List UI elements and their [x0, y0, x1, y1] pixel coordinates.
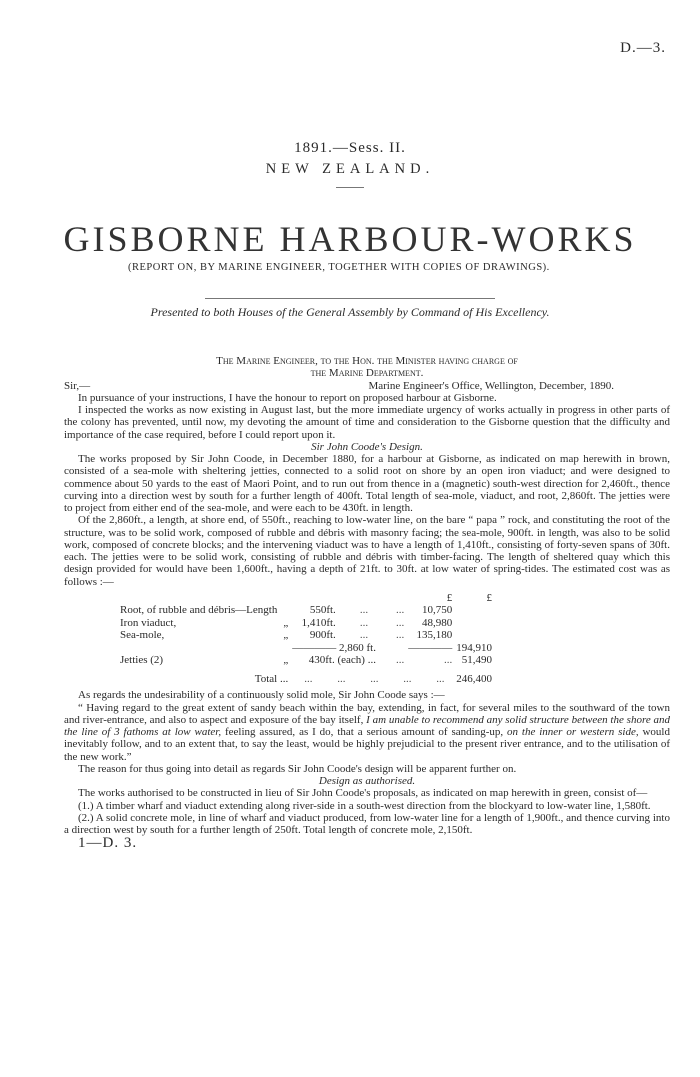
cost-total: 194,910: [456, 641, 492, 654]
ditto-mark: [281, 604, 290, 617]
ditto-mark: „: [283, 629, 289, 642]
leader-dots: ...: [443, 654, 453, 667]
table-row: [118, 617, 494, 630]
ditto-mark: „: [283, 654, 289, 667]
cost-length: 430ft. (each) ...: [308, 654, 376, 667]
page-subtitle: (REPORT ON, BY MARINE ENGINEER, TOGETHER WITH COPIES OF DRAWINGS).: [128, 262, 550, 273]
leader-dots: ...: [359, 629, 369, 642]
leader-dots: ...: [395, 616, 405, 629]
page-title: GISBORNE HARBOUR-WORKS: [63, 219, 637, 259]
paragraph: (2.) A solid concrete mole, in line of wharf and viaduct produced, from low-water line for a length of 1,900ft., and thence curving into a direction west by south for a further length of 250ft. Total length of concrete mole, 2,150ft.: [64, 811, 670, 836]
letter-body: [64, 355, 670, 850]
cost-total: 51,490: [461, 654, 492, 667]
total-label: Total ...: [254, 672, 289, 685]
section-heading: Sir John Coode's Design.: [311, 440, 423, 453]
cost-amount: 10,750: [421, 604, 453, 617]
paragraph: The works authorised to be constructed in lieu of Sir John Coode's proposals, as indicated on map herewith in green, consist of—: [78, 787, 648, 800]
cost-total: [454, 617, 494, 630]
cost-item: Jetties (2): [120, 654, 164, 667]
paragraph: In pursuance of your instructions, I have the honour to report on proposed harbour at Gisborne.: [78, 391, 497, 404]
cost-table: [118, 592, 494, 686]
address-line: The Marine Engineer, to the Hon. the Minister having charge of: [216, 355, 518, 367]
cost-length: ———— 2,860 ft.: [292, 641, 376, 654]
salutation: Sir,—: [64, 379, 91, 392]
cost-item: Sea-mole,: [120, 629, 165, 642]
cost-amount: 135,180: [416, 629, 453, 642]
ditto-mark: [281, 642, 290, 655]
leader-dots: [378, 642, 406, 655]
cost-length: 900ft.: [309, 629, 336, 642]
leader-dots: ...: [395, 654, 405, 667]
paragraph: The works proposed by Sir John Coode, in December 1880, for a harbour at Gisborne, as indicated on map herewith in brown, consisted of a sea-mole with sheltering jetties, connected to a solid root on shore by an open iron viaduct; and were designed to commence about 50 yards to the east of Maori Point, and to run out from thence in a (magnetic) south-west direction for 2,460ft., thence curving into a direction west by south for a further length of 400ft. Total length of sea-mole, viaduct, and root, 2,860ft. The jetties were to project from either end of the sea-mole, and were each to be 430ft. in length.: [64, 453, 670, 514]
leader-dots: ...: [359, 616, 369, 629]
session-line: 1891.—Sess. II.: [294, 140, 406, 156]
cost-total: [454, 604, 494, 617]
table-row: [118, 654, 494, 667]
leader-dots: ... ... ... ... ...: [304, 672, 445, 685]
quote-emphasis: I am unable to recommend any solid structure between the shore and the line of 3 fathoms at low water,: [64, 713, 670, 738]
cost-item: Iron viaduct,: [120, 616, 177, 629]
cost-length: 1,410ft.: [301, 616, 336, 629]
table-row: [118, 604, 494, 617]
paragraph: (1.) A timber wharf and viaduct extending along river-side in a south-west direction from the blockyard to low-water line, 1,580ft.: [78, 799, 651, 812]
paragraph: Of the 2,860ft., a length, at shore end, of 550ft., reaching to low-water line, on the bare “ papa ” rock, and constituting the root of the structure, was to be solid work, composed of rubble and débris with masonry facing; the sea-mole, 900ft. in length, was also to be solid work, composed of concrete blocks; and the intervening viaduct was to have a length of 1,410ft., consisting of forty-seven spans of 30ft. each. The jetties were to be solid work, consisting of rubble and débris with timber-facing. The length of sheltered quay which this design provided for would have been 1,600ft., having a depth of 21ft. to 30ft. at low water of spring-tides. The estimated cost was as follows :—: [64, 514, 670, 588]
section-heading: Design as authorised.: [318, 775, 416, 787]
cost-item: [118, 642, 281, 655]
dateline: Marine Engineer's Office, Wellington, December, 1890.: [368, 379, 614, 392]
quote-emphasis: on the inner or western side,: [507, 726, 639, 738]
paragraph: As regards the undesirability of a continuously solid mole, Sir John Coode says :—: [78, 689, 445, 702]
cost-header-row: [118, 592, 494, 605]
currency-mark: £: [486, 591, 492, 604]
total-value: 246,400: [456, 672, 492, 685]
address-line: the Marine Department.: [310, 367, 424, 380]
leader-dots: ...: [395, 604, 405, 617]
paragraph: I inspected the works as now existing in August last, but the more immediate urgency of works actually in progress in other parts of the colony has prevented, until now, my devoting the amount of time and consideration to the Gisborne question that the difficulty and importance of the case required, before I could report upon it.: [64, 404, 670, 441]
title-rule: [205, 298, 495, 299]
presented-line: Presented to both Houses of the General Assembly by Command of His Excellency.: [150, 305, 550, 319]
cost-total: [454, 629, 494, 642]
leader-dots: ...: [359, 604, 369, 617]
ditto-mark: „: [283, 616, 289, 629]
table-row: [118, 642, 494, 655]
quote-text: feeling assured, as I do, that a serious amount of sanding-up,: [221, 726, 507, 738]
paragraph: The reason for thus going into detail as regards Sir John Coode's design will be apparent further on.: [78, 762, 517, 775]
country-heading: NEW ZEALAND.: [265, 161, 435, 177]
salutation-row: [64, 380, 670, 392]
short-rule: [336, 187, 364, 188]
document-reference: D.—3.: [620, 40, 666, 56]
quote-text: “ Having regard to the great extent of sandy beach within the bay, extending, in fact, for several miles to the southward of the town and river-entrance, and also to aspect and exposure of the bay itself,: [64, 701, 670, 726]
cost-amount: 48,980: [421, 616, 453, 629]
total-row: [118, 667, 494, 686]
currency-mark: £: [446, 591, 453, 604]
quoted-paragraph: [64, 702, 670, 763]
leader-dots: ...: [395, 629, 405, 642]
sheet-number: 1—D. 3.: [78, 835, 138, 852]
cost-amount: ————: [408, 641, 453, 654]
cost-length: 550ft.: [309, 604, 336, 617]
table-row: [118, 629, 494, 642]
quote-text: would inevitably follow, and to an extent that, to say the least, would be highly prejudicial to the present river entrance, and to the utilisation of the new work.”: [64, 726, 670, 763]
cost-item: Root, of rubble and débris—Length: [120, 604, 278, 617]
